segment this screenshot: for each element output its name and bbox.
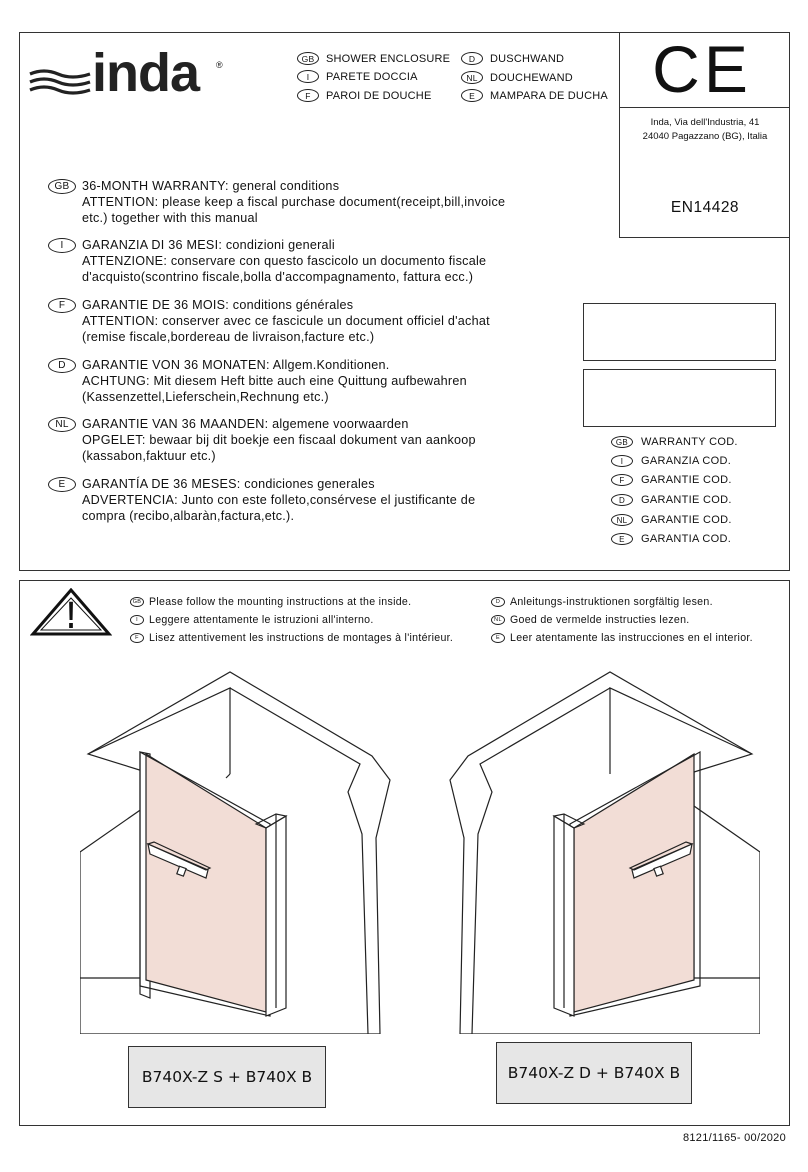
manufacturer-address <box>620 116 790 144</box>
warranty-section-e <box>48 476 568 524</box>
lang-badge: GB <box>130 597 144 607</box>
lang-badge: GB <box>48 179 76 194</box>
warranty-line: ATTENZIONE: conservare con questo fascicolo un documento fiscale <box>82 254 487 268</box>
warranty-line: OPGELET: bewaar bij dit boekje een fiscaal dokument van aankoop <box>82 433 476 447</box>
lang-badge: F <box>611 474 633 486</box>
warranty-code-box-2[interactable] <box>583 369 776 427</box>
address-line-2: 24040 Pagazzano (BG), Italia <box>642 131 768 142</box>
instruction-nl <box>491 614 690 626</box>
product-title-e <box>461 89 608 102</box>
instruction-text: Anleitungs-instruktionen sorgfältig lesen. <box>510 596 713 608</box>
address-line-1: Inda, Via dell'Industria, 41 <box>650 117 760 128</box>
lang-badge: I <box>611 455 633 467</box>
warranty-code-label: GARANTIE COD. <box>641 474 732 486</box>
warranty-heading: GARANZIA DI 36 MESI: condizioni generali <box>82 238 335 252</box>
warranty-line: (kassabon,faktuur etc.) <box>82 449 216 463</box>
warranty-code-f <box>611 474 732 486</box>
lang-badge: NL <box>48 417 76 432</box>
waves-icon <box>28 68 92 98</box>
document-code: 8121/1165- 00/2020 <box>682 1132 786 1144</box>
lang-badge: I <box>297 70 319 83</box>
warranty-line: d'acquisto(scontrino fiscale,bolla d'accompagnamento, fattura ecc.) <box>82 270 474 284</box>
product-title-text: PARETE DOCCIA <box>326 70 418 83</box>
warranty-section-f <box>48 297 568 345</box>
product-title-text: MAMPARA DE DUCHA <box>490 89 608 102</box>
warranty-section-i <box>48 237 568 285</box>
product-title-text: DOUCHEWAND <box>490 71 573 84</box>
lang-badge: F <box>130 633 144 643</box>
instruction-text: Please follow the mounting instructions at the inside. <box>149 596 412 608</box>
warranty-code-gb <box>611 436 738 448</box>
warranty-line: ATTENTION: conserver avec ce fascicule un document officiel d'achat <box>82 314 490 328</box>
warning-exclamation: ! <box>66 595 76 637</box>
instruction-text: Leggere attentamente le istruzioni all'interno. <box>149 614 374 626</box>
product-title-text: SHOWER ENCLOSURE <box>326 52 451 65</box>
warranty-heading: 36-MONTH WARRANTY: general conditions <box>82 179 340 193</box>
warranty-line: (remise fiscale,bordereau de livraison,facture etc.) <box>82 330 375 344</box>
warranty-code-label: GARANTIE COD. <box>641 494 732 506</box>
instruction-e <box>491 632 753 644</box>
product-title-text: DUSCHWAND <box>490 52 565 65</box>
warranty-code-label: GARANTIE COD. <box>641 514 732 526</box>
lang-badge: I <box>130 615 144 625</box>
ce-mark: CE <box>652 32 752 106</box>
warranty-code-e <box>611 533 731 545</box>
product-title-d <box>461 52 564 65</box>
warranty-code-label: GARANZIA COD. <box>641 455 732 467</box>
warranty-line: ATTENTION: please keep a fiscal purchase document(receipt,bill,invoice <box>82 195 506 209</box>
lang-badge: GB <box>611 436 633 448</box>
warranty-heading: GARANTÍA DE 36 MESES: condiciones generales <box>82 477 375 491</box>
lang-badge: NL <box>461 71 483 84</box>
lang-badge: D <box>491 597 505 607</box>
model-label-left: B740X-Z S + B740X B <box>128 1046 326 1108</box>
product-title-f <box>297 89 431 102</box>
installation-drawing-left <box>80 668 400 1034</box>
warranty-code-label: WARRANTY COD. <box>641 436 738 448</box>
warranty-code-d <box>611 494 732 506</box>
warranty-line: ADVERTENCIA: Junto con este folleto,consérvese el justificante de <box>82 493 476 507</box>
registered-mark: ® <box>216 60 223 70</box>
product-title-text: PAROI DE DOUCHE <box>326 89 432 102</box>
warranty-section-gb <box>48 178 568 226</box>
warranty-section-nl <box>48 416 568 464</box>
lang-badge: D <box>461 52 483 65</box>
standard-code: EN14428 <box>670 199 740 216</box>
warranty-code-i <box>611 455 731 467</box>
warranty-line: ACHTUNG: Mit diesem Heft bitte auch eine Quittung aufbewahren <box>82 374 467 388</box>
instruction-d <box>491 596 713 608</box>
instruction-gb <box>130 596 411 608</box>
warranty-line: compra (recibo,albaràn,factura,etc.). <box>82 509 295 523</box>
warranty-line: (Kassenzettel,Lieferschein,Rechnung etc.) <box>82 390 329 404</box>
lang-badge: E <box>491 633 505 643</box>
model-label-right: B740X-Z D + B740X B <box>496 1042 692 1104</box>
warranty-heading: GARANTIE DE 36 MOIS: conditions générales <box>82 298 354 312</box>
instruction-f <box>130 632 453 644</box>
lang-badge: NL <box>491 615 505 625</box>
lang-badge: I <box>48 238 76 253</box>
product-title-i <box>297 70 418 83</box>
product-title-nl <box>461 71 573 84</box>
instruction-text: Leer atentamente las instrucciones en el interior. <box>510 632 753 644</box>
lang-badge: GB <box>297 52 319 65</box>
lang-badge: D <box>48 358 76 373</box>
lang-badge: D <box>611 494 633 506</box>
warranty-line: etc.) together with this manual <box>82 211 258 225</box>
instruction-text: Goed de vermelde instructies lezen. <box>510 614 690 626</box>
instruction-i <box>130 614 374 626</box>
warranty-section-d <box>48 357 568 405</box>
lang-badge: F <box>48 298 76 313</box>
warranty-heading: GARANTIE VAN 36 MAANDEN: algemene voorwaarden <box>82 417 409 431</box>
brand-name: inda <box>92 43 200 103</box>
warranty-code-box-1[interactable] <box>583 303 776 361</box>
warranty-heading: GARANTIE VON 36 MONATEN: Allgem.Konditionen. <box>82 358 390 372</box>
lang-badge: E <box>611 533 633 545</box>
installation-drawing-right <box>440 668 760 1034</box>
lang-badge: F <box>297 89 319 102</box>
brand-logo <box>28 43 228 106</box>
instruction-text: Lisez attentivement les instructions de montages à l'intérieur. <box>149 632 454 644</box>
lang-badge: E <box>48 477 76 492</box>
ce-box-divider-horizontal <box>619 107 790 108</box>
warranty-code-label: GARANTIA COD. <box>641 533 732 545</box>
warranty-code-nl <box>611 514 732 526</box>
ce-box-divider-bottom <box>619 237 790 238</box>
lang-badge: E <box>461 89 483 102</box>
product-title-gb <box>297 52 450 65</box>
lang-badge: NL <box>611 514 633 526</box>
